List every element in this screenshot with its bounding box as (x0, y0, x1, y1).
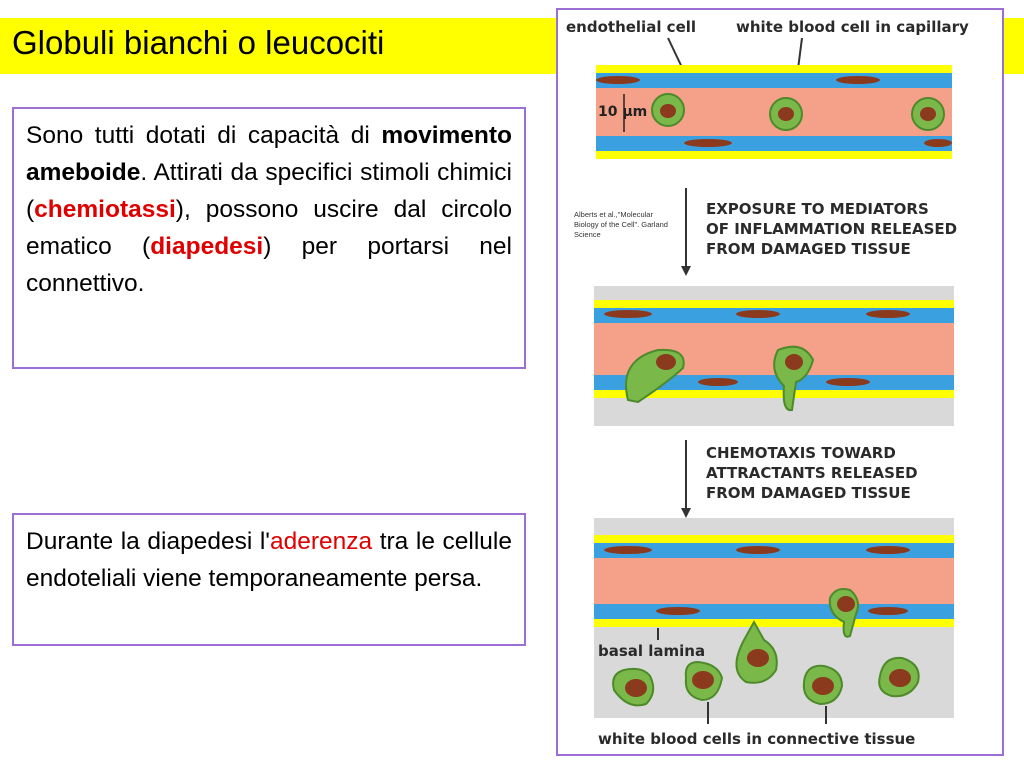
vessel-stage-2 (594, 286, 954, 426)
scale-label: 10 μm (598, 104, 648, 120)
box2-text-1: Durante la diapedesi l' (26, 528, 270, 555)
vessel-stage-3 (594, 518, 954, 718)
step1-line1: EXPOSURE TO MEDIATORS (706, 200, 929, 218)
box1-bold-term: movimento ameboide (26, 122, 512, 186)
text-box-amoeboid (12, 107, 526, 369)
box1-text-3: ), possono uscire dal circolo ematico ( (26, 196, 512, 260)
vessel-stage-1 (596, 65, 952, 159)
text-box-adherence (12, 513, 526, 646)
box2-term-adherence: aderenza (269, 528, 373, 555)
step2-line1: CHEMOTAXIS TOWARD (706, 444, 896, 462)
step2-line3: FROM DAMAGED TISSUE (706, 484, 911, 502)
step2-line2: ATTRACTANTS RELEASED (706, 464, 918, 482)
box1-text-4: ) per portarsi nel connettivo. (26, 233, 512, 297)
box1-text-1: Sono tutti dotati di capacità di (26, 122, 382, 149)
arrow-head (681, 266, 691, 276)
box1-term-chemotaxis: chemiotassi (34, 196, 176, 223)
label-basal-lamina: basal lamina (598, 642, 706, 660)
arrow-head (681, 508, 691, 518)
slide-title: Globuli bianchi o leucociti (12, 24, 385, 61)
box1-term-diapedesis: diapedesi (150, 233, 264, 260)
citation: Alberts et al.,"Molecular Biology of the Cell". Garland Science (574, 210, 668, 239)
label-connective-tissue: white blood cells in connective tissue (598, 730, 916, 748)
diapedesis-diagram (558, 10, 1002, 754)
box1-text-2: . Attirati da specifici stimoli chimici ( (26, 159, 512, 223)
label-wbc-capillary: white blood cell in capillary (736, 18, 969, 36)
diapedesis-figure-panel (556, 8, 1004, 756)
box2-text-2: tra le cellule endoteliali viene temporaneamente persa. (26, 528, 512, 592)
label-endothelial-cell: endothelial cell (566, 18, 697, 36)
step1-line3: FROM DAMAGED TISSUE (706, 240, 911, 258)
step1-line2: OF INFLAMMATION RELEASED (706, 220, 958, 238)
